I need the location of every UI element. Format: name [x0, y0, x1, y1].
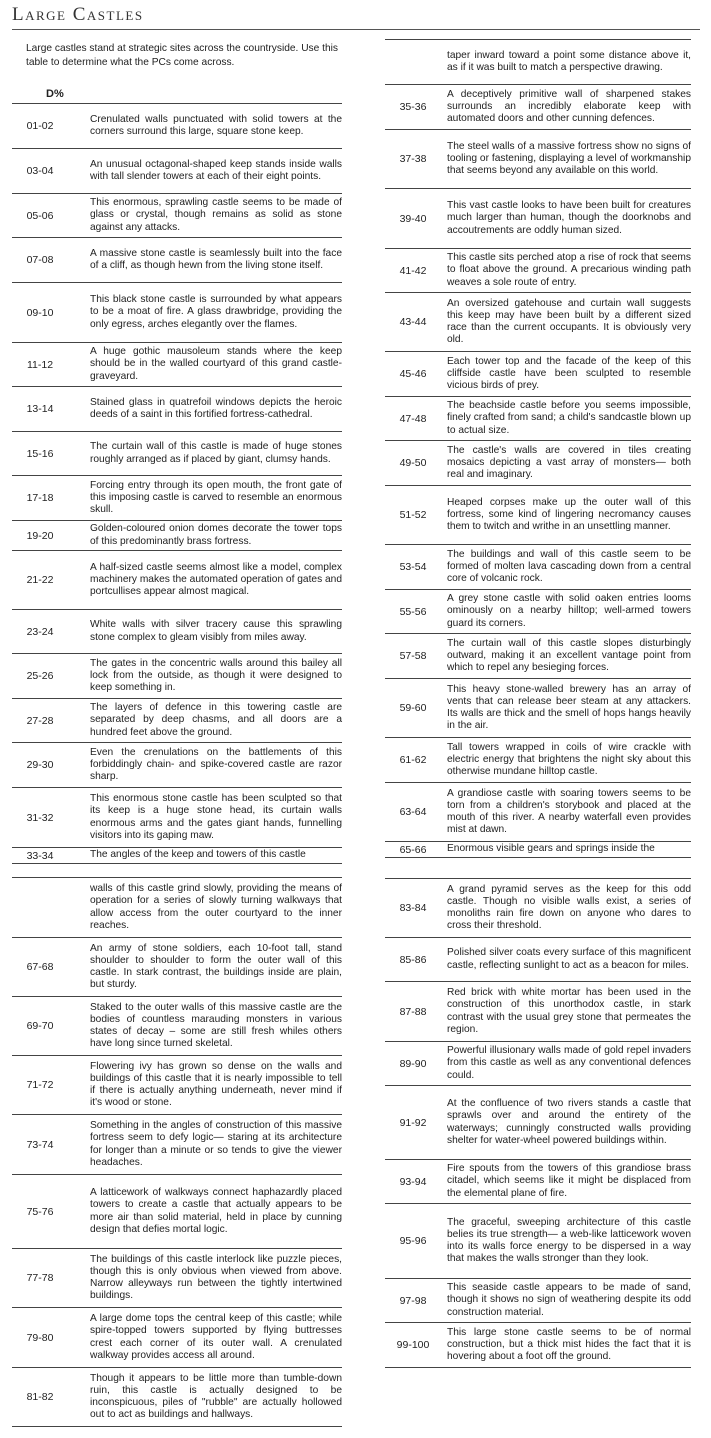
castle-description: An oversized gatehouse and curtain wall suggests this keep may have been built by a different sized race than the current occupants. It is obviously very old.	[447, 297, 691, 346]
castle-description: The buildings of this castle interlock like puzzle pieces, though this is only obvious when viewed from above. Narrow alleyways run between the tightly intertwined buildings.	[90, 1253, 342, 1302]
table-row	[385, 783, 691, 842]
roll-range: 59-60	[399, 702, 427, 714]
roll-range: 01-02	[26, 120, 54, 132]
roll-range: 07-08	[26, 254, 54, 266]
roll-range: 23-24	[26, 625, 54, 638]
roll-range: 31-32	[26, 811, 54, 824]
castle-description: Each tower top and the facade of the keep of this cliffside castle have been sculpted to resemble vicious birds of prey.	[447, 355, 691, 392]
table-top-rule	[385, 878, 691, 879]
roll-range: 73-74	[26, 1138, 54, 1151]
castle-description: Heaped corpses make up the outer wall of this fortress, some kind of lingering necromancy causes them to twitch and writhe in an unsettling manner.	[447, 496, 691, 533]
table-row	[12, 654, 342, 699]
table-row	[385, 1204, 691, 1279]
castle-description: The beachside castle before you seems impossible, finely crafted from sand; a child's sandcastle blown up to actual size.	[447, 400, 691, 436]
roll-range: 47-48	[399, 412, 427, 425]
castle-description: A massive stone castle is seamlessly built into the face of a cliff, as though hewn from the living stone itself.	[90, 247, 342, 271]
table-row	[385, 938, 691, 982]
table-row	[12, 521, 342, 551]
roll-range: 17-18	[26, 492, 54, 504]
roll-range: 27-28	[26, 714, 54, 727]
continuation-text: walls of this castle grind slowly, providing the means of operation for a series of slowly turning walkways that allow access from the outer courtyard to the inner reaches.	[90, 883, 342, 931]
table-row	[12, 1115, 342, 1175]
castle-description: This vast castle looks to have been built for creatures much larger than human, though the doorknobs and accoutrements are oddly human sized.	[447, 200, 691, 236]
castle-description: Polished silver coats every surface of this magnificent castle, reflecting sunlight to act as a beacon for miles.	[447, 947, 691, 971]
roll-range: 77-78	[26, 1272, 54, 1284]
table-row	[12, 938, 342, 997]
roll-range: 15-16	[26, 447, 54, 460]
castle-description: At the confluence of two rivers stands a castle that sprawls over and around the entirety of the waterways; cunningly constructed walls providing shelter for water-wheel powered buildings within.	[447, 1098, 691, 1146]
castle-description: Flowering ivy has grown so dense on the walls and buildings of this castle that it is nearly impossible to tell if there is actually anything underneath, never mind if it's wood or stone.	[90, 1060, 342, 1109]
castle-description: This enormous stone castle has been sculpted so that its keep is a huge stone head, its curtain walls enormous arms and the gates giant hands, funnelling visitors into its gaping maw.	[90, 793, 342, 841]
table-row	[385, 634, 691, 679]
roll-range: 21-22	[26, 574, 54, 586]
roll-range: 75-76	[26, 1205, 54, 1218]
table-row	[12, 1175, 342, 1249]
table-row	[385, 679, 691, 738]
table-row	[12, 149, 342, 194]
castle-description: This black stone castle is surrounded by what appears to be a moat of fire. A glass drawbridge, providing the only egress, arches elegantly over the flames.	[90, 294, 342, 330]
castle-description: A deceptively primitive wall of sharpened stakes surrounds an incredibly elaborate keep with automated doors and other cunning defences.	[447, 88, 691, 125]
castle-description: An unusual octagonal-shaped keep stands inside walls with tall slender towers at each of their eight points.	[90, 158, 342, 182]
roll-range: 69-70	[26, 1020, 54, 1032]
roll-range: 91-92	[399, 1116, 427, 1129]
table-row	[12, 476, 342, 521]
intro-text: Large castles stand at strategic sites across the countryside. Use this table to determine what the PCs come across.	[26, 43, 338, 68]
table-row	[12, 387, 342, 432]
roll-range: 97-98	[399, 1294, 427, 1307]
table-top-rule	[385, 39, 691, 40]
roll-range: 49-50	[399, 457, 427, 469]
castle-description: A large dome tops the central keep of this castle; while spire-topped towers supported by flying buttresses crest each corner of its outer wall. A crenulated walkway provides access all around.	[90, 1313, 342, 1361]
roll-range: 61-62	[399, 754, 427, 766]
castle-description: The castle's walls are covered in tiles creating mosaics depicting a vast array of monsters— both real and imaginary.	[447, 444, 691, 481]
castle-description: Something in the angles of construction of this massive fortress seem to defy logic— staring at its architecture for longer than a minute or so tends to give the viewer headaches.	[90, 1120, 342, 1168]
table-row	[12, 551, 342, 610]
table-row	[385, 249, 691, 293]
table-row	[12, 238, 342, 283]
table-header-rule	[12, 103, 342, 104]
castle-description: Crenulated walls punctuated with solid towers at the corners surround this large, square stone keep.	[90, 113, 342, 137]
castle-description: Though it appears to be little more than tumble-down ruin, this castle is actually designed to be inconspicuous, piles of "rubble" are actually hollowed out to act as buildings and hallways.	[90, 1372, 342, 1421]
table-top-rule	[12, 877, 342, 878]
roll-range: 57-58	[399, 650, 427, 662]
castle-description: Staked to the outer walls of this massive castle are the bodies of countless marauding monsters in various states of decay – some are still fresh whiles others have long since turned skeletal.	[90, 1001, 342, 1050]
roll-range: 41-42	[399, 264, 427, 277]
table-row	[385, 85, 691, 130]
roll-range: 29-30	[26, 759, 54, 771]
title-divider	[12, 29, 700, 30]
roll-range: 39-40	[399, 212, 427, 225]
continuation-text: taper inward toward a point some distance above it, as if it was built to match a perspective drawing.	[447, 49, 691, 73]
roll-range: 05-06	[26, 209, 54, 222]
table-row	[12, 432, 342, 476]
table-row	[12, 1056, 342, 1115]
roll-range: 83-84	[399, 902, 427, 914]
castle-description: This large stone castle seems to be of normal construction, but a thick mist hides the fact that it is hovering about a foot off the ground.	[447, 1326, 691, 1363]
castle-description: The buildings and wall of this castle seem to be formed of molten lava cascading down from a central core of volcanic rock.	[447, 548, 691, 585]
table-row	[12, 788, 342, 848]
table-row	[12, 283, 342, 343]
table-row	[12, 343, 342, 387]
table-row	[385, 1279, 691, 1323]
roll-range: 65-66	[399, 843, 427, 856]
roll-range: 45-46	[399, 368, 427, 380]
castle-description: A grey stone castle with solid oaken entries looms ominously on a nearby hilltop; well-armed towers guard its corners.	[447, 593, 691, 629]
table-row	[385, 590, 691, 634]
roll-range: 53-54	[399, 561, 427, 573]
table-row	[385, 545, 691, 590]
roll-range: 99-100	[396, 1339, 430, 1351]
roll-range: 81-82	[26, 1391, 54, 1403]
castle-description: Golden-coloured onion domes decorate the tower tops of this predominantly brass fortress.	[90, 523, 342, 547]
table-row	[385, 189, 691, 249]
table-row	[12, 1249, 342, 1308]
table-row	[385, 441, 691, 486]
castle-description: The graceful, sweeping architecture of this castle belies its true strength— a web-like latticework woven into its walls force energy to be dispersed in a way that makes the walls stronger than they look.	[447, 1216, 691, 1265]
roll-range: 51-52	[399, 509, 427, 521]
table-row	[12, 194, 342, 238]
roll-range: 35-36	[399, 101, 427, 113]
castle-description: A huge gothic mausoleum stands where the keep should be in the walled courtyard of this grand castle-graveyard.	[90, 346, 342, 382]
castle-description: White walls with silver tracery cause this sprawling stone complex to gleam visibly from miles away.	[90, 619, 342, 643]
roll-range: 71-72	[26, 1079, 54, 1091]
roll-range: 25-26	[26, 670, 54, 682]
roll-range: 89-90	[399, 1057, 427, 1070]
table-row	[12, 1308, 342, 1368]
table-row	[385, 1323, 691, 1368]
table-row	[12, 104, 342, 149]
roll-range: 95-96	[399, 1235, 427, 1247]
castle-description: Enormous visible gears and springs inside the	[447, 843, 655, 855]
castle-description: Fire spouts from the towers of this grandiose brass citadel, which seems like it might be displaced from the elemental plane of fire.	[447, 1163, 691, 1199]
table-row	[12, 743, 342, 788]
castle-description: Stained glass in quatrefoil windows depicts the heroic deeds of a saint in this fortified fortress-cathedral.	[90, 396, 342, 420]
roll-range: 11-12	[26, 358, 54, 371]
table-row	[385, 1042, 691, 1086]
castle-description: This castle sits perched atop a rise of rock that seems to float above the ground. A precarious winding path weaves a sole route of entry.	[447, 252, 691, 288]
table-row	[385, 293, 691, 352]
continuation-row	[12, 878, 342, 938]
table-row	[385, 842, 691, 858]
castle-description: The layers of defence in this towering castle are separated by deep chasms, and all doors are a hundred feet above the ground.	[90, 702, 342, 738]
roll-range: 19-20	[26, 529, 54, 542]
castle-description: A grandiose castle with soaring towers seems to be torn from a children's storybook and placed at the mouth of this river. A nearby waterfall even provides mist at dawn.	[447, 787, 691, 836]
roll-range: 67-68	[26, 961, 54, 973]
castle-description: Powerful illusionary walls made of gold repel invaders from this castle as well as any conventional defences could.	[447, 1045, 691, 1081]
castle-description: A half-sized castle seems almost like a model, complex machinery makes the automated operation of gates and portcullises appear almost magical.	[90, 561, 343, 598]
castle-description: An army of stone soldiers, each 10-foot tall, stand shoulder to shoulder to form the outer wall of this castle. In stark contrast, the buildings inside are plain, but sturdy.	[90, 942, 342, 991]
page-title: Large Castles	[12, 4, 144, 25]
roll-range: 55-56	[399, 605, 427, 618]
roll-range: 33-34	[26, 849, 54, 862]
table-row	[12, 610, 342, 654]
roll-range: 03-04	[26, 165, 54, 177]
table-row	[385, 397, 691, 441]
roll-range: 37-38	[399, 153, 427, 165]
table-row	[12, 1368, 342, 1427]
table-row	[12, 848, 342, 864]
roll-range: 43-44	[399, 316, 427, 328]
roll-range: 87-88	[399, 1005, 427, 1018]
castle-description: The angles of the keep and towers of this castle	[90, 849, 306, 861]
table-row	[385, 879, 691, 938]
castle-description: The curtain wall of this castle slopes disturbingly outward, making it an excellent vantage point from which to repel any besieging forces.	[447, 637, 691, 674]
castle-description: Red brick with white mortar has been used in the construction of this unorthodox castle, in stark contrast with the usual grey stone that permeates the region.	[447, 987, 691, 1035]
table-row	[385, 1160, 691, 1204]
table-row	[12, 699, 342, 743]
table-row	[385, 738, 691, 783]
castle-description: This seaside castle appears to be made of sand, though it shows no sign of weathering despite its odd construction material.	[447, 1282, 691, 1318]
table-row	[385, 486, 691, 545]
roll-range: 09-10	[26, 306, 54, 319]
table-row	[385, 130, 691, 189]
roll-range: 13-14	[26, 403, 54, 415]
table-row	[385, 1086, 691, 1160]
table-row	[385, 982, 691, 1042]
column-header-d100: D%	[46, 88, 64, 100]
castle-description: The curtain wall of this castle is made of huge stones roughly arranged as if placed by giant, clumsy hands.	[90, 441, 342, 465]
castle-description: A latticework of walkways connect haphazardly placed towers to create a castle that actually appears to be more air than solid material, held in place by cunning design that defies mortal logic.	[90, 1187, 342, 1235]
castle-description: The gates in the concentric walls around this bailey all lock from the outside, as though it were designed to keep something in.	[90, 657, 342, 694]
castle-description: This enormous, sprawling castle seems to be made of glass or crystal, though remains as solid as stone against any attacks.	[90, 197, 342, 233]
table-row	[385, 352, 691, 397]
castle-description: The steel walls of a massive fortress show no signs of tooling or fastening, displaying a level of workmanship that seems beyond any available on this world.	[447, 140, 691, 177]
castle-description: Forcing entry through its open mouth, the front gate of this imposing castle is carved to resemble an enormous skull.	[90, 479, 342, 516]
roll-range: 85-86	[399, 953, 427, 966]
roll-range: 63-64	[399, 806, 427, 818]
castle-description: Even the crenulations on the battlements of this forbiddingly chain- and spike-covered castle are razor sharp.	[90, 746, 342, 783]
castle-description: Tall towers wrapped in coils of wire crackle with electric energy that brightens the night sky about this otherwise mundane hilltop castle.	[447, 741, 691, 778]
castle-description: A grand pyramid serves as the keep for this odd castle. Though no visible walls exist, a series of monoliths rain fire down on anyone who dares to cross their threshold.	[447, 883, 691, 932]
table-row	[12, 997, 342, 1056]
roll-range: 93-94	[399, 1175, 427, 1188]
roll-range: 79-80	[26, 1331, 54, 1344]
continuation-row	[385, 40, 691, 85]
castle-description: This heavy stone-walled brewery has an array of vents that can release beer steam at any attackers. Its walls are thick and the smell of hops hangs heavily in the air.	[447, 683, 691, 732]
